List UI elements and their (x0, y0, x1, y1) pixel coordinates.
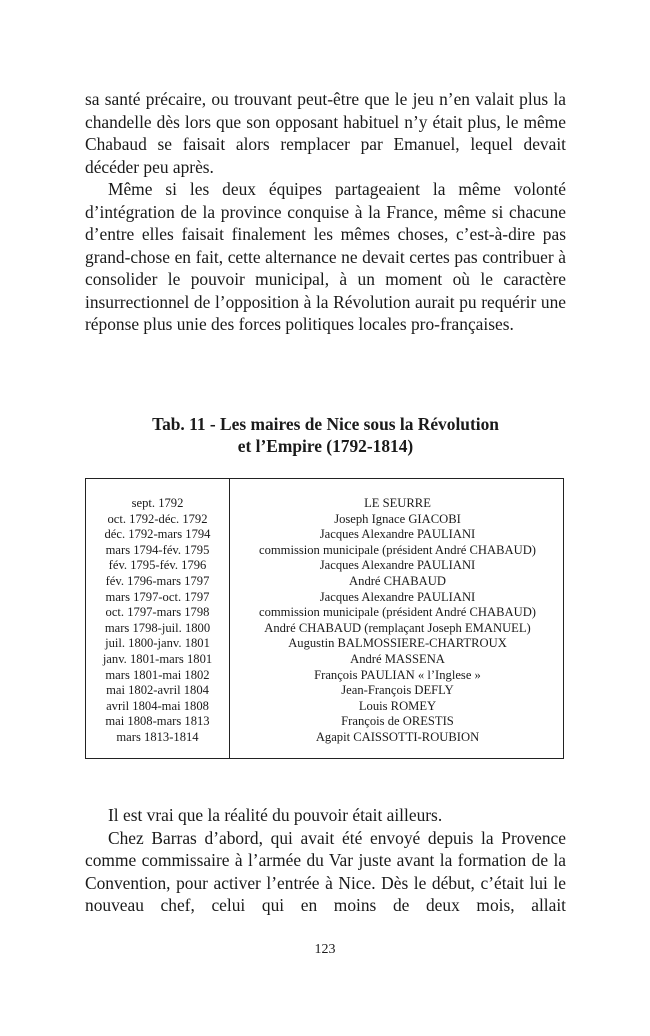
table-mayor-column (230, 496, 565, 746)
table-caption (85, 413, 566, 457)
table-mayor-cell: Jacques Alexandre PAULIANI (319, 527, 476, 542)
table-mayor-cell: Louis ROMEY (358, 698, 437, 713)
table-period-cell: avril 1804-mai 1808 (106, 698, 209, 713)
paragraph-continuation: sa santé précaire, ou trouvant peut-être que le jeu n’en valait plus la chandelle dès lors que son opposant habituel n’y était plus, le même Chabaud se faisait alors remplacer par Emanuel, lequel devait décéder peu après. (85, 89, 566, 177)
table-mayor-cell: André CHABAUD (remplaçant Joseph EMANUEL) (264, 620, 531, 635)
table-mayor-cell: André CHABAUD (349, 573, 446, 588)
bottom-text-block (85, 804, 566, 917)
table-period-cell: mars 1801-mai 1802 (105, 667, 210, 682)
table-period-cell: janv. 1801-mars 1801 (102, 651, 213, 666)
table-period-cell: sept. 1792 (131, 496, 184, 510)
table-mayor-cell: commission municipale (président André CHABAUD) (258, 542, 537, 557)
table-period-cell: mars 1797-oct. 1797 (105, 589, 210, 604)
table-mayor-cell: commission municipale (président André CHABAUD) (258, 605, 537, 620)
table-period-cell: oct. 1792-déc. 1792 (107, 511, 208, 526)
table-mayor-cell: François de ORESTIS (341, 714, 454, 729)
table-period-cell: mai 1808-mars 1813 (105, 714, 210, 729)
table-period-cell: oct. 1797-mars 1798 (105, 605, 210, 620)
table-period-cell: mars 1813-1814 (116, 729, 199, 744)
mayors-table (85, 478, 564, 759)
table-mayor-cell: Jean-François DEFLY (341, 683, 454, 698)
table-mayor-cell: Joseph Ignace GIACOBI (334, 511, 461, 526)
page-number: 123 (314, 942, 336, 957)
table-period-cell: mars 1794-fév. 1795 (105, 542, 210, 557)
table-mayor-cell: Agapit CAISSOTTI-ROUBION (315, 729, 480, 744)
table-mayor-cell: LE SEURRE (364, 496, 431, 510)
table-caption-line1: Tab. 11 - Les maires de Nice sous la Révolution (152, 414, 499, 434)
paragraph-two-teams: Même si les deux équipes partageaient la même volonté d’intégration de la province conquise à la France, même si chacune d’entre elles faisait finalement les mêmes choses, c’est-à-dire pas grand-chose en fait, cette alternance ne devait certes pas contribuer à consolider le pouvoir municipal, à un moment où le caractère insurrectionnel de l’opposition à la Révolution aurait pu requérir une réponse plus unie des forces politiques locales pro-françaises. (85, 179, 566, 334)
top-text-block (85, 88, 566, 336)
table-period-column (86, 496, 229, 746)
paragraph-power-elsewhere: Il est vrai que la réalité du pouvoir était ailleurs. (108, 805, 443, 825)
table-caption-line2: et l’Empire (1792-1814) (237, 436, 414, 456)
table-mayor-cell: Jacques Alexandre PAULIANI (319, 558, 476, 573)
table-mayor-cell: Augustin BALMOSSIERE-CHARTROUX (288, 636, 507, 651)
table-mayor-cell: François PAULIAN « l’Inglese » (314, 667, 481, 682)
table-period-cell: mai 1802-avril 1804 (106, 683, 209, 698)
table-period-cell: fév. 1795-fév. 1796 (108, 558, 207, 573)
table-period-cell: déc. 1792-mars 1794 (104, 527, 211, 542)
table-period-cell: juil. 1800-janv. 1801 (105, 636, 210, 651)
table-mayor-cell: André MASSENA (350, 651, 445, 666)
table-period-cell: mars 1798-juil. 1800 (104, 620, 211, 635)
paragraph-barras: Chez Barras d’abord, qui avait été envoyé depuis la Provence comme commissaire à l’armée du Var juste avant la formation de la Convention, pour activer l’entrée à Nice. Dès le début, c’était lui le nouveau chef, celui qui en moins de deux mois, allait (85, 827, 566, 915)
table-mayor-cell: Jacques Alexandre PAULIANI (319, 589, 476, 604)
table-period-cell: fév. 1796-mars 1797 (105, 573, 210, 588)
